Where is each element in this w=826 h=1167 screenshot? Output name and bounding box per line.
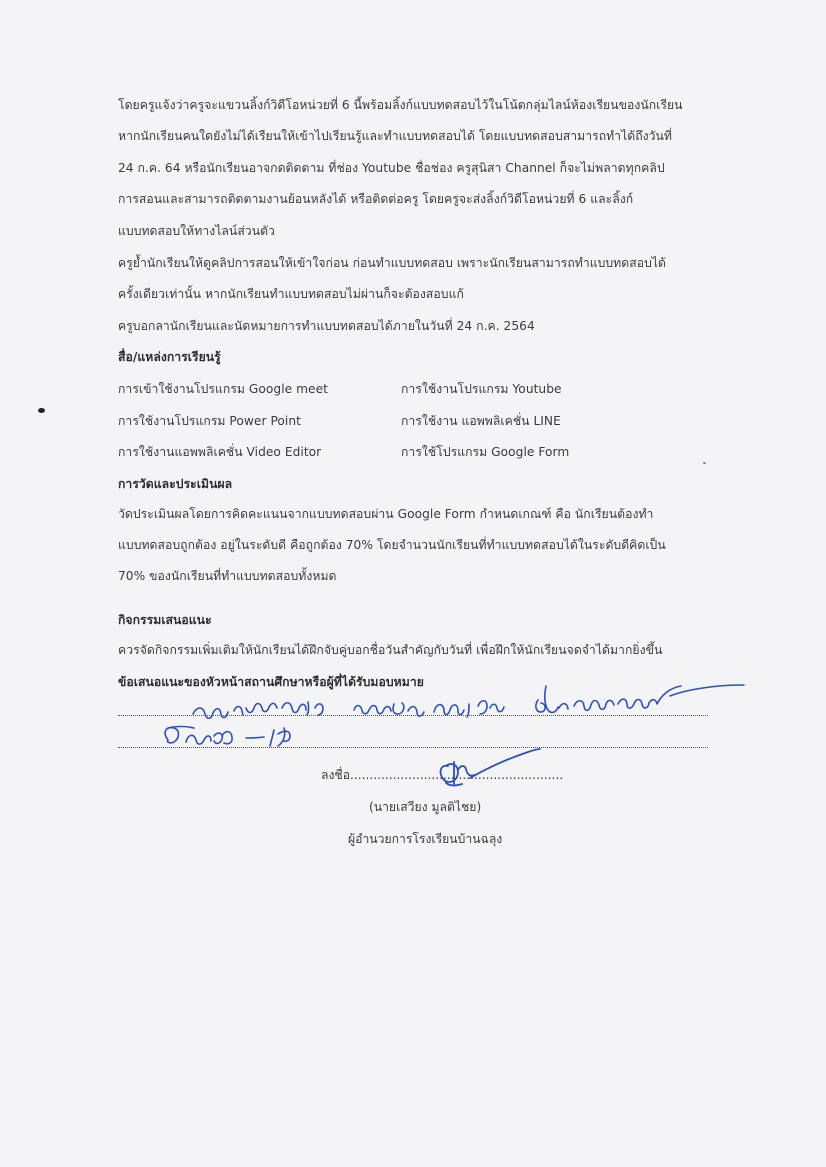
paragraph-line: ครูบอกลานักเรียนและนัดหมายการทำแบบทดสอบได้ภายในวันที่ 24 ก.ค. 2564	[118, 319, 535, 333]
paragraph-line: 24 ก.ค. 64 หรือนักเรียนอาจกดติดตาม ที่ช่อง Youtube ชื่อช่อง ครูสุนิสา Channel ก็จะไม่พลาดทุกคลิป	[118, 161, 665, 175]
media-item: การใช้โปรแกรม Google Form	[401, 445, 570, 459]
paragraph-line: หากนักเรียนคนใดยังไม่ได้เรียนให้เข้าไปเรียนรู้และทำแบบทดสอบได้ โดยแบบทดสอบสามารถทำได้ถึงวันที่	[118, 129, 673, 143]
paragraph-line: ครั้งเดียวเท่านั้น หากนักเรียนทำแบบทดสอบไม่ผ่านก็จะต้องสอบแก้	[118, 287, 464, 301]
media-item: การใช้งานแอพพลิเคชั่น Video Editor	[118, 445, 322, 459]
evaluation-line: แบบทดสอบถูกต้อง อยู่ในระดับดี คือถูกต้อง 70% โดยจำนวนนักเรียนที่ทำแบบทดสอบได้ในระดับดีคิดเป็น	[118, 538, 666, 552]
evaluation-heading: การวัดและประเมินผล	[118, 477, 233, 491]
media-item: การใช้งานโปรแกรม Power Point	[118, 414, 301, 428]
media-item: การใช้งาน แอพพลิเคชั่น LINE	[401, 414, 561, 428]
evaluation-line: วัดประเมินผลโดยการคิดคะแนนจากแบบทดสอบผ่าน Google Form กำหนดเกณฑ์ คือ นักเรียนต้องทำ	[118, 507, 654, 521]
media-heading: สื่อ/แหล่งการเรียนรู้	[118, 350, 221, 364]
paper-speck	[38, 408, 45, 413]
handwritten-signature	[418, 740, 548, 790]
signature-label: ลงชื่อ.......................................................	[321, 768, 564, 782]
paragraph-line: แบบทดสอบให้ทางไลน์ส่วนตัว	[118, 224, 275, 238]
paper-speck	[703, 462, 706, 464]
signer-title: ผู้อำนวยการโรงเรียนบ้านฉลุง	[348, 832, 503, 846]
media-item: การใช้งานโปรแกรม Youtube	[401, 382, 562, 396]
supervisor-heading: ข้อเสนอแนะของหัวหน้าสถานศึกษาหรือผู้ที่ได้รับมอบหมาย	[118, 675, 424, 689]
media-item: การเข้าใช้งานโปรแกรม Google meet	[118, 382, 328, 396]
suggested-activity-text: ควรจัดกิจกรรมเพิ่มเติมให้นักเรียนได้ฝึกจับคู่บอกชื่อวันสำคัญกับวันที่ เพื่อฝึกให้นักเรียนจดจำได้มากยิ่งขึ้น	[118, 643, 663, 657]
paragraph-line: การสอนและสามารถติดตามงานย้อนหลังได้ หรือติดต่อครู โดยครูจะส่งลิ้งก์วิดีโอหน่วยที่ 6 และลิ้งก์	[118, 192, 634, 206]
signer-name: (นายเสวียง มูลติไชย)	[369, 800, 482, 814]
evaluation-line: 70% ของนักเรียนที่ทำแบบทดสอบทั้งหมด	[118, 569, 337, 583]
paragraph-line: โดยครูแจ้งว่าครูจะแขวนลิ้งก์วิดีโอหน่วยที่ 6 นี้พร้อมลิ้งก์แบบทดสอบไว้ในโน้ตกลุ่มไลน์ห้องเรียนของนักเรียน	[118, 98, 683, 112]
paragraph-line: ครูย้ำนักเรียนให้ดูคลิปการสอนให้เข้าใจก่อน ก่อนทำแบบทดสอบ เพราะนักเรียนสามารถทำแบบทดสอบได้	[118, 256, 667, 270]
suggested-activity-heading: กิจกรรมเสนอแนะ	[118, 613, 212, 627]
